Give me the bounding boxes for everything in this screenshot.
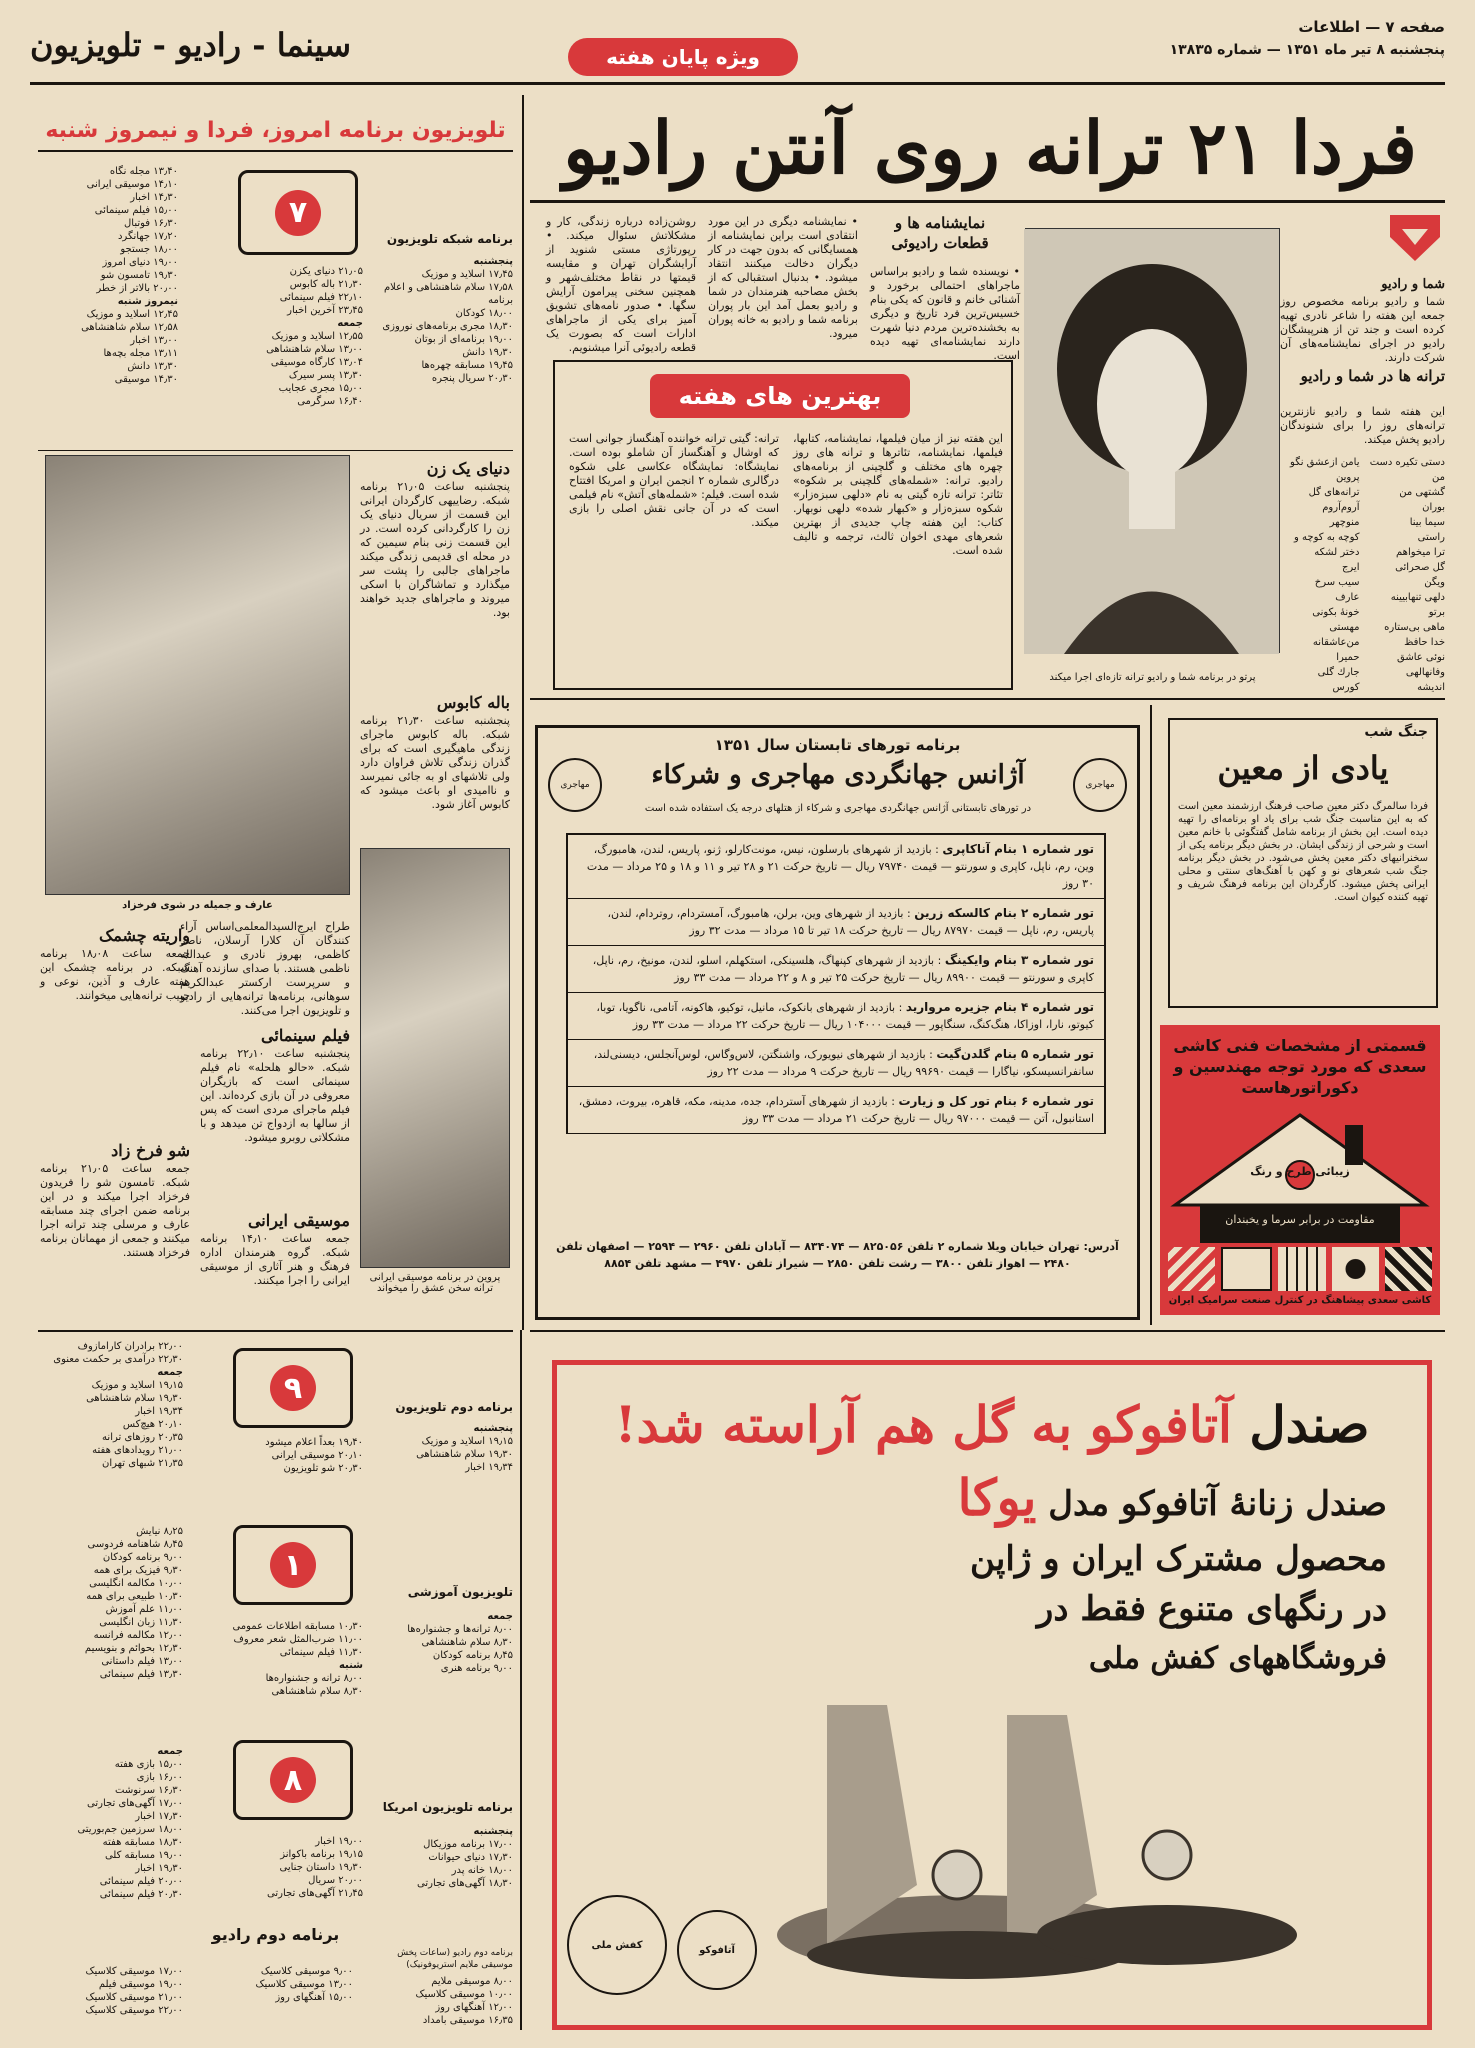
schedule-row: ۱۹٫۳۰ اخبار bbox=[135, 1863, 183, 1874]
best-col1: این هفته نیز از میان فیلمها، نمایشنامه، کتابها، فیلمها، نمایشنامه، تئاترها و ترانه های روز چهره های مختلف و گلچینی از برنامه‌های رادیو. ترانه: «شمله‌های گلچینی بر شکوه» تئاتر: ترانه تازه گیتی به نام «دلهی سبزه‌زار» شکوه سبزه‌زار و «کبهار شده» دلهی نوبهار. کتاب: این هفته چاپ جدیدی از بهترین شعرهای مهدی اخوان ثالث، ترجمه و تالیف شده است. bbox=[793, 432, 1003, 557]
article-body: جمعه ساعت ۱۸٫۰۸ برنامه شبکه. در برنامه چشمک این هفته عارف و آذین، نوعی و حبیب ترانه‌هایی میخوانند. bbox=[40, 947, 190, 1002]
sandal-line4: در رنگهای متنوع فقط در bbox=[1036, 1589, 1387, 1629]
schedule-row: ۱۹٫۳۰ دانش bbox=[462, 347, 513, 358]
schedule-row: ۱۷٫۰۰ موسیقی کلاسیک bbox=[85, 1966, 183, 1977]
schedule-row: ۸٫۴۵ برنامه کودکان bbox=[432, 1650, 513, 1661]
schedule-row: ۱۳٫۴۰ مجله نگاه bbox=[109, 166, 178, 177]
schedule-row: ۱۹٫۳۰ تامسون شو bbox=[100, 270, 178, 281]
channel-left-list bbox=[38, 1745, 183, 1901]
tile-ad-footer: کاشی سعدی پیشاهنگ در کنترل صنعت سرامیک ایران bbox=[1168, 1295, 1432, 1306]
list-item: ایرج bbox=[1341, 562, 1360, 573]
schedule-row: ۲۰٫۰۰ بالاتر از خطر bbox=[96, 283, 178, 294]
tv-concert-text: طراح ایرج‌السیدالمعلمی‌اساس آراء کنندگان آن کلارا آرسلان، ناصر کاظمی، بهروز نادری و عبدالله ناظمی هستند. با صدای سازنده آهنگ و سرپرست ارکستر عبدالکریم سوهانی، برنامه‌ها ترانه‌هایی از رادیو و تلویزیون اجرا می‌کنند. bbox=[180, 920, 350, 1017]
channel-number: ۸ bbox=[270, 1757, 316, 1803]
radio2-heading: برنامه دوم رادیو bbox=[211, 1925, 340, 1944]
list-item: ویگن bbox=[1424, 577, 1445, 588]
schedule-row: ۱۸٫۰۰ سرزمین جم‌بوریتی bbox=[77, 1824, 183, 1835]
radio-intro-heading: شما و رادیو bbox=[1381, 277, 1445, 292]
list-item: سیب سرخ bbox=[1314, 577, 1360, 588]
tour-title: تور شماره ۵ بنام گلدن‌گیت bbox=[936, 1047, 1094, 1061]
day-label: جمعه bbox=[157, 1746, 183, 1757]
schedule-row: ۱۹٫۳۴ اخبار bbox=[135, 1406, 183, 1417]
article-body: جمعه ساعت ۱۴٫۱۰ برنامه شبکه. گروه هنرمندان اداره فرهنگ و هنر آثاری از موسیقی ایرانی را اجرا میکنند. bbox=[200, 1232, 350, 1287]
list-item: منوچهر bbox=[1329, 517, 1360, 528]
sandal-line5: فروشگاههای کفش ملی bbox=[1088, 1641, 1387, 1676]
day-label: شنبه bbox=[338, 1660, 363, 1671]
tours-list bbox=[566, 833, 1106, 1134]
tour-title: تور شماره ۳ بنام وایکینگ bbox=[944, 953, 1094, 967]
channel-name: برنامه تلویزیون امریکا bbox=[382, 1800, 513, 1814]
songs-heading: ترانه ها در شما و رادیو bbox=[1300, 367, 1445, 385]
best-of-week-box bbox=[553, 360, 1013, 690]
elephant-logo: کفش ملی bbox=[567, 1895, 667, 1995]
drama-col1: • نویسنده شما و رادیو براساس ماجراهای احتمالی برخورد و آشنائی خانم و قانون که یکی بنام خسیس‌ترین فرد تاریخ و دیگری به بخشنده‌ترین مردم دنیا شهرت دارند نمایشنامه‌ای تهیه دیده است. bbox=[870, 265, 1020, 362]
schedule-row: ۱۲٫۰۰ آهنگهای روز bbox=[435, 2002, 513, 2013]
schedule-row: ۱۷٫۰۰ برنامه موزیکال bbox=[423, 1839, 513, 1850]
list-item: یامن ازعشق نگو bbox=[1290, 457, 1360, 468]
schedule-row: ۱۹٫۰۰ موسیقی فیلم bbox=[98, 1979, 183, 1990]
channel-mid-list bbox=[218, 1620, 363, 1698]
schedule-row: ۱۳٫۳۰ فیلم سینمائی bbox=[99, 1669, 183, 1680]
tv-article-4 bbox=[40, 925, 190, 1135]
list-item: سیما بینا bbox=[1409, 517, 1445, 528]
radio2 bbox=[38, 1925, 513, 2035]
tile-sample bbox=[1168, 1247, 1215, 1291]
channel-mid-list bbox=[218, 1835, 363, 1900]
channel-name: برنامه شبکه تلویزیون bbox=[386, 232, 513, 246]
list-item: ترا میخواهم bbox=[1396, 547, 1445, 558]
schedule-row: ۲۰٫۳۰ سریال پنجره bbox=[431, 373, 513, 384]
article-body: پنجشنبه ساعت ۲۱٫۰۵ برنامه شبکه. رضاییهی کارگردان ایرانی این قسمت از سریال دنیای یک زن را کارگردانی کرده است. در این قسمت زنی بنام سیمین که در محله ای قدیمی زندگی میکند ماجراهای جالبی را پشت سر میگذارد و تماشاگران با اسکی میروند و ماجراهای جدید خواهند بود. bbox=[360, 480, 510, 619]
channel-right-list bbox=[373, 1610, 513, 1675]
radio-intro bbox=[1280, 205, 1445, 705]
best-of-week-badge: بهترین های هفته bbox=[650, 374, 910, 418]
songs-intro: این هفته شما و رادیو نازنترین ترانه‌های روز را برای شنوندگان رادیو پخش میکند. bbox=[1280, 405, 1445, 446]
tv-article-3 bbox=[200, 1025, 350, 1205]
schedule-row: ۱۷٫۳۰ دنیای حیوانات bbox=[428, 1852, 513, 1863]
concert-caption: عارف و جمیله در شوی فرخزاد bbox=[122, 900, 273, 911]
schedule-row: ۲۱٫۰۵ دنیای یکزن bbox=[289, 266, 363, 277]
schedule-row: ۱۹٫۳۰ داستان جنایی bbox=[279, 1862, 363, 1873]
singer-photo-2 bbox=[360, 848, 510, 1268]
schedule-row: ۱۵٫۰۰ فیلم سینمائی bbox=[94, 205, 178, 216]
tv-article-6 bbox=[200, 1210, 350, 1325]
tour-title: تور شماره ۴ بنام جزیره مروارید bbox=[905, 1000, 1094, 1014]
schedule-row: ۱۶٫۴۰ سرگرمی bbox=[297, 396, 363, 407]
schedule-row: ۱۹٫۱۵ برنامه باکوانز bbox=[280, 1849, 363, 1860]
schedule-row: ۱۲٫۴۵ اسلاید و موزیک bbox=[86, 309, 178, 320]
tour-text: بازدید از شهرهای بانکوک، مانیل، توکیو، هاکونه، آتامی، ناگویا، توبا، کیوتو، نارا، اوزاکا، هنگ‌کنگ، سنگاپور — قیمت ۱۰۴۰۰۰ ریال — تاریخ حرکت ۲۲ مرداد — مدت ۳۳ روز bbox=[596, 1001, 1094, 1031]
weekend-badge: ویژه پایان هفته bbox=[568, 38, 798, 76]
tile-sample bbox=[1221, 1247, 1272, 1291]
tile-sample bbox=[1278, 1247, 1325, 1291]
agency-logo-left: مهاجری bbox=[548, 758, 602, 812]
schedule-row: ۱۹٫۳۴ اخبار bbox=[465, 1462, 513, 1473]
tour-title: تور شماره ۱ بنام آناکاپری bbox=[942, 842, 1094, 856]
list-item: نوئی عاشق وفانهالهی bbox=[1397, 652, 1445, 678]
channel-right-list bbox=[373, 1422, 513, 1474]
schedule-row: ۱۴٫۱۰ موسیقی ایرانی bbox=[86, 179, 178, 190]
list-item: گل صحرائی bbox=[1395, 562, 1445, 573]
schedule-row: ۹٫۰۰ موسیقی کلاسیک bbox=[260, 1966, 353, 1977]
list-item: جارك گلی bbox=[1317, 667, 1360, 678]
drama-section bbox=[540, 205, 1020, 362]
schedule-row: ۲۲٫۰۰ موسیقی کلاسیک bbox=[85, 2005, 183, 2016]
schedule-row: ۲۰٫۰۰ سریال bbox=[308, 1875, 363, 1886]
drama-col3: روشن‌زاده درباره زندگی، کار و مشکلاتش سئوال میکند. • رپورتاژی مستی شنوید از آرایشگران تهران و مقایسه قیمتها در نقاط مختلف‌شهر و همچنین سخنی پیرامون آرایش سگها. • صدور نامه‌های تشویق آمیز برای یکی از ماجراهای ادارات است که بصورت یک قطعه رادیوئی آنرا میشنویم. bbox=[546, 215, 696, 354]
tv-right-list bbox=[373, 255, 513, 385]
schedule-row: ۲۱٫۳۰ باله کابوس bbox=[289, 279, 363, 290]
sandal-line2-text: صندل زنانهٔ آتافوکو مدل bbox=[1048, 1484, 1387, 1524]
page-info: صفحه ۷ — اطلاعات bbox=[1298, 18, 1445, 36]
schedule-row: ۲۲٫۳۰ درآمدی بر حکمت معنوی bbox=[53, 1354, 183, 1365]
radio-intro-body: شما و رادیو برنامه مخصوص روز جمعه این هفته را شاعر نادری تهیه کرده است و جند تن از هنرپیشگان رادیو در اجرای نمایشنامه‌های آن شرکت دارند. bbox=[1280, 295, 1445, 364]
tour-item: تور شماره ۱ بنام آناکاپری : بازدید از شهرهای بارسلون، نیس، مونت‌کارلو، ژنو، پاریس، لندن، هامبورگ، وین، رم، ناپل، کاپری و سورنتو — قیمت ۷۹۷۴۰ ریال — تاریخ حرکت ۲۱ و ۲۸ تیر و ۱۱ و ۱۸ و ۲۵ مرداد — مدت ۳۰ روز bbox=[568, 835, 1104, 899]
tv-today-heading: تلویزیون برنامه امروز، فردا و نیمروز شنبه bbox=[45, 118, 506, 143]
day-label: پنجشنبه bbox=[473, 1826, 513, 1837]
schedule-row: ۱۵٫۰۰ بازی هفته bbox=[114, 1759, 183, 1770]
schedule-row: ۱۳٫۰۰ موسیقی کلاسیک bbox=[255, 1979, 353, 1990]
schedule-row: ۱۲٫۳۰ بحوائم و بنویسیم bbox=[84, 1643, 183, 1654]
list-item: عارف bbox=[1335, 592, 1360, 603]
schedule-row: ۱۰٫۳۰ مسابقه اطلاعات عمومی bbox=[232, 1621, 363, 1632]
tile-sample bbox=[1385, 1247, 1432, 1291]
schedule-row: ۱۹٫۰۰ مسابقه کلی bbox=[104, 1850, 183, 1861]
tour-item: تور شماره ۵ بنام گلدن‌گیت : بازدید از شهرهای نیویورک، واشنگتن، لاس‌وگاس، لوس‌آنجلس، دیسنی‌لند، سانفرانسیسکو، نیاگارا — قیمت ۹۹۶۹۰ ریال — تاریخ حرکت ۹ مرداد — مدت ۲۲ روز bbox=[568, 1040, 1104, 1087]
schedule-row: ۲۰٫۳۵ روزهای ترانه bbox=[102, 1432, 183, 1443]
agency-name: آژانس جهانگردی مهاجری و شرکاء bbox=[651, 760, 1025, 790]
list-item: برتو bbox=[1428, 607, 1445, 618]
schedule-row: ۱۱٫۳۰ فیلم سینمائی bbox=[279, 1647, 363, 1658]
schedule-row: ۲۲٫۱۰ فیلم سینمائی bbox=[279, 292, 363, 303]
schedule-row: ۲۲٫۰۰ برادران کارامازوف bbox=[77, 1341, 183, 1352]
model-name: یوکا bbox=[957, 1468, 1037, 1527]
article-title: شو فرخ زاد bbox=[111, 1141, 190, 1160]
schedule-row: ۲۳٫۴۵ آخرین اخبار bbox=[287, 305, 363, 316]
tour-item: تور شماره ۳ بنام وایکینگ : بازدید از شهرهای کپنهاگ، هلسینکی، استکهلم، اسلو، لندن، مونیخ، رم، ناپل، کاپری و سورنتو — قیمت ۸۹۹۰۰ ریال — تاریخ حرکت ۲۵ تیر و ۸ و ۲۲ مرداد — مدت ۳۳ روز bbox=[568, 946, 1104, 993]
sandal-word: صندل bbox=[1249, 1395, 1370, 1454]
schedule-row: ۸٫۰۰ ترانه و جشنواره‌ها bbox=[265, 1673, 363, 1684]
agency-logo-right: مهاجری bbox=[1073, 758, 1127, 812]
portrait-illustration bbox=[1024, 229, 1279, 654]
tour-title: تور شماره ۶ بنام تور کل و زیارت bbox=[898, 1094, 1094, 1108]
day-label: جمعه bbox=[487, 1611, 513, 1622]
schedule-row: ۱۳٫۰۰ سلام شاهنشاهی bbox=[266, 344, 363, 355]
list-item: خونهٔ بکونی bbox=[1312, 607, 1360, 618]
schedule-row: ۱۹٫۳۰ سلام شاهنشاهی bbox=[86, 1393, 183, 1404]
list-item: بوران bbox=[1422, 502, 1445, 513]
schedule-row: ۸٫۲۵ نیایش bbox=[136, 1526, 183, 1537]
article-title: باله کابوس bbox=[436, 693, 510, 712]
schedule-row: ۱۸٫۰۰ کودکان bbox=[455, 308, 513, 319]
list-item: ترانه‌های گل آروم‌آروم bbox=[1308, 487, 1360, 513]
channel-number: ۷ bbox=[275, 190, 321, 236]
schedule-row: ۱۷٫۲۰ جهانگرد bbox=[117, 231, 178, 242]
schedule-row: ۹٫۳۰ فیزیک برای همه bbox=[93, 1565, 183, 1576]
list-item: دستی تکیره دست من bbox=[1369, 457, 1445, 483]
schedule-row: ۱۱٫۰۰ ضرب‌المثل شعر معروف bbox=[233, 1634, 363, 1645]
atafuko-logo: آتافوکو bbox=[677, 1910, 757, 1990]
schedule-row: ۱۳٫۰۴ کارگاه موسیقی bbox=[270, 357, 363, 368]
article-title: دنیای یک زن bbox=[426, 459, 510, 478]
channel-right-list bbox=[363, 1975, 513, 2027]
schedule-row: ۱۱٫۳۰ زبان انگلیسی bbox=[99, 1617, 183, 1628]
tours-address: آدرس: تهران خیابان ویلا شماره ۲ تلفن ۸۲۵۰۵۶ — ۸۳۴۰۷۴ — آبادان تلفن ۲۹۶۰ — ۲۵۹۴ — اصفهان تلفن ۲۴۸۰ — اهواز تلفن ۳۸۰۰ — رشت تلفن ۲۸۵۰ — شیراز تلفن ۴۹۷۰ — مشهد تلفن ۸۸۵۴ bbox=[556, 1240, 1119, 1270]
radio2-note: برنامه دوم رادیو (ساعات پخش موسیقی ملایم استریوفونیک) bbox=[397, 1948, 513, 1970]
channel-number: ۱ bbox=[270, 1542, 316, 1588]
section-title: سینما - رادیو - تلویزیون bbox=[30, 26, 352, 64]
schedule-row: ۱۹٫۴۰ بعداً اعلام میشود bbox=[265, 1437, 363, 1448]
list-item: مهستی bbox=[1329, 622, 1360, 633]
schedule-row: ۱۳٫۰۰ فیلم داستانی bbox=[101, 1656, 183, 1667]
schedule-row: ۹٫۰۰ برنامه هنری bbox=[440, 1663, 513, 1674]
list-item: ماهی بی‌ستاره bbox=[1384, 622, 1445, 633]
list-item: دلهی تنهابیینه bbox=[1390, 592, 1445, 603]
concert-photo bbox=[45, 455, 350, 895]
article-title: واریته چشمک bbox=[98, 926, 190, 945]
schedule-row: ۸٫۳۰ سلام شاهنشاهی bbox=[271, 1686, 363, 1697]
schedule-row: ۱۱٫۰۰ علم آموزش bbox=[105, 1604, 183, 1615]
tv-mid-list bbox=[218, 265, 363, 408]
jong-title: یادی از معین bbox=[1217, 749, 1389, 787]
tile-samples bbox=[1168, 1247, 1432, 1291]
list-item: کورس bbox=[1332, 682, 1360, 693]
article-body: پنجشنبه ساعت ۲۱٫۳۰ برنامه شبکه. باله کابوس ماجرای زندگی ماهیگیری است که برای گذران زندگی تلاش فراوان دارد ولی تلاشهای او به جائی نمیرسد و ناامیدی او باعث میشود که کابوس آغاز شود. bbox=[360, 714, 510, 811]
house-text: زیبائی طرح و رنگ bbox=[1250, 1165, 1350, 1178]
sandal-headline bbox=[567, 1393, 1417, 1457]
songs-list bbox=[1280, 455, 1445, 705]
drama-heading: نمایشنامه ها و قطعات رادیوئی bbox=[891, 214, 989, 252]
jong-box bbox=[1168, 718, 1438, 1008]
article-body: پنجشنبه ساعت ۲۲٫۱۰ برنامه شبکه. «حالو هلحله» نام فیلم سینمائی است که بازیگران معروفی در آن بازی کرده‌اند. این فیلم ماجرای مردی است که پس از سالها به ازدواج تن میدهد و با مشکلاتی روبرو میشود. bbox=[200, 1047, 350, 1144]
feet-illustration bbox=[767, 1685, 1307, 2015]
day-label: جمعه bbox=[337, 318, 363, 329]
schedule-row: ۱۳٫۱۱ مجله بچه‌ها bbox=[103, 348, 178, 359]
schedule-row: ۱۸٫۰۰ خانه پدر bbox=[451, 1865, 513, 1876]
channel-name: تلویزیون آموزشی bbox=[407, 1585, 513, 1599]
tv-article-5 bbox=[40, 1140, 190, 1325]
masthead bbox=[30, 18, 1445, 88]
schedule-row: ۱۳٫۳۰ پسر سیرک bbox=[288, 370, 363, 381]
schedule-row: ۱۹٫۳۰ سلام شاهنشاهی bbox=[416, 1449, 513, 1460]
schedule-row: ۱۷٫۵۸ سلام شاهنشاهی و اعلام برنامه bbox=[383, 282, 513, 306]
photo-caption: پرتو در برنامه شما و رادیو ترانه تازه‌ای اجرا میکند bbox=[1049, 672, 1256, 683]
tour-title: تور شماره ۲ بنام کالسکه زرین bbox=[914, 906, 1094, 920]
tile-ad-heading: قسمتی از مشخصات فنی کاشی سعدی که مورد توجه مهندسین و دکوراتورهاست bbox=[1173, 1036, 1427, 1097]
schedule-row: ۱۴٫۳۰ اخبار bbox=[130, 192, 178, 203]
schedule-row: ۲۰٫۱۰ موسیقی ایرانی bbox=[271, 1450, 363, 1461]
schedule-row: ۱۹٫۰۰ اخبار bbox=[315, 1836, 363, 1847]
channel-box bbox=[238, 170, 358, 255]
channel-box bbox=[233, 1525, 353, 1605]
schedule-row: ۱۷٫۳۰ اخبار bbox=[135, 1811, 183, 1822]
schedule-row: ۱۸٫۳۰ آگهی‌های تجارتی bbox=[417, 1878, 513, 1889]
article-title: موسیقی ایرانی bbox=[247, 1211, 350, 1230]
schedule-row: ۱۹٫۴۵ مسابقه چهره‌ها bbox=[421, 360, 513, 371]
schedule-row: ۱۴٫۳۰ موسیقی bbox=[114, 374, 178, 385]
tour-item: تور شماره ۶ بنام تور کل و زیارت : بازدید از شهرهای آستردام، جده، مدینه، مکه، قاهره، بیروت، دمشق، استانبول، آتن — قیمت ۹۷۰۰۰ ریال — تاریخ حرکت ۲۱ مرداد — مدت ۳۳ روز bbox=[568, 1087, 1104, 1134]
day-label: جمعه bbox=[157, 1367, 183, 1378]
list-item: کوچه به کوچه و دختر لشکه bbox=[1294, 532, 1360, 558]
sandal-ad bbox=[552, 1360, 1432, 2030]
list-item: من‌عاشقانه bbox=[1312, 637, 1360, 648]
schedule-row: ۲۰٫۱۰ هیچ‌کس bbox=[122, 1419, 183, 1430]
best-col2: ترانه: گیتی ترانه خواننده آهنگساز جوانی است که اوشال و آهنگساز آن شاملو بوده است. نمایشگاه: نمایشگاه عکاسی علی شکوه درگالری شماره ۲ انجمن ایران و امریکا افتتاح شده است. فیلم: «شمله‌های آتش» نام فیلمی است که در آن جانی نقش اصلی را بازی میکند. bbox=[569, 432, 779, 529]
schedule-row: ۱۸٫۳۰ مجری برنامه‌های نوروزی bbox=[382, 321, 513, 332]
schedule-row: ۱۶٫۳۰ فوتبال bbox=[124, 218, 178, 229]
channel-number: ۹ bbox=[270, 1365, 316, 1411]
day-label: نیمروز شنبه bbox=[117, 296, 178, 307]
tour-item: تور شماره ۴ بنام جزیره مروارید : بازدید از شهرهای بانکوک، مانیل، توکیو، هاکونه، آتامی، ناگویا، توبا، کیوتو، نارا، اوزاکا، هنگ‌کنگ، سنگاپور — قیمت ۱۰۴۰۰۰ ریال — تاریخ حرکت ۲۲ مرداد — مدت ۳۳ روز bbox=[568, 993, 1104, 1040]
channel-left-list bbox=[38, 1965, 183, 2017]
article-body: جمعه ساعت ۲۱٫۰۵ برنامه شبکه. تامسون شو را فریدون فرخزاد اجرا میکند و در این برنامه ضمن اجرای چند مسابقه عارف و مرسلی چند ترانه اجرا میکنند و جمعی از مهمانان برنامه فرخزاد هستند. bbox=[40, 1162, 190, 1259]
jong-kicker: جنگ شب bbox=[1364, 724, 1428, 740]
list-item: گشتهی من bbox=[1399, 487, 1445, 498]
schedule-row: ۱۰٫۳۰ طبیعی برای همه bbox=[86, 1591, 183, 1602]
day-label: پنجشنبه bbox=[473, 1423, 513, 1434]
schedule-row: ۲۰٫۳۰ شو تلویزیون bbox=[283, 1463, 363, 1474]
schedule-row: ۱۸٫۳۰ مسابقه هفته bbox=[102, 1837, 183, 1848]
schedule-row: ۱۲٫۵۵ اسلاید و موزیک bbox=[271, 331, 363, 342]
tour-text: بازدید از شهرهای وین، برلن، هامبورگ، آمستردام، روتردام، لندن، پاریس، رم، ناپل — قیمت ۸۷۹۷۰ ریال — تاریخ حرکت ۱۸ تیر تا ۱۵ مرداد — مدت ۳۲ روز bbox=[607, 907, 1094, 937]
channel-left-list bbox=[38, 1525, 183, 1681]
date-info: پنجشنبه ۸ تیر ماه ۱۳۵۱ — شماره ۱۳۸۳۵ bbox=[1169, 42, 1445, 58]
tours-ad bbox=[535, 725, 1140, 1320]
tour-text: بازدید از شهرهای نیویورک، واشنگتن، لاس‌وگاس، لوس‌آنجلس، دیسنی‌لند، سانفرانسیسکو، نیاگارا — قیمت ۹۹۶۹۰ ریال — تاریخ حرکت ۹ مرداد — مدت ۲۲ روز bbox=[593, 1048, 1094, 1078]
schedule-row: ۹٫۰۰ برنامه کودکان bbox=[102, 1552, 183, 1563]
schedule-row: ۲۱٫۰۰ رویدادهای هفته bbox=[92, 1445, 183, 1456]
schedule-row: ۱۹٫۰۰ برنامه‌ای از بوتان bbox=[414, 334, 513, 345]
schedule-row: ۸٫۰۰ موسیقی ملایم bbox=[431, 1976, 513, 1987]
drama-col2: • نمایشنامه دیگری در این مورد انتقادی است براین نمایشنامه از همسایگانی که بدون جهت در کار دیگران دخالت میکنند انتقاد میشود. • بدنبال استقبالی که از بخش مصاحبه هنرمندان در شما و رادیو بعمل آمد این بار پوران برنامه شما و رادیو به خانه پوران میرود. bbox=[708, 215, 858, 340]
list-item: پروین bbox=[1335, 472, 1360, 483]
schedule-row: ۱۹٫۱۵ اسلاید و موزیک bbox=[91, 1380, 183, 1391]
schedule-row: ۱۶٫۰۰ بازی bbox=[136, 1772, 183, 1783]
singer-photo bbox=[1025, 228, 1280, 653]
channel-box bbox=[233, 1348, 353, 1428]
schedule-row: ۸٫۴۵ شاهنامه فردوسی bbox=[87, 1539, 183, 1550]
tv-america bbox=[38, 1735, 513, 1925]
list-item: اندیشه bbox=[1417, 682, 1445, 693]
schedule-row: ۱۵٫۰۰ آهنگهای روز bbox=[275, 1992, 353, 2003]
jong-body: فردا سالمرگ دکتر معین صاحب فرهنگ ارزشمند معین است که به این مناسبت جنگ شب برای یاد او برنامه‌ای را تهیه دیده است. این بخش از برنامه شامل گفتگوئی با خانم معین است و شرحی از زندگی ایشان. در بخش دیگر برنامه یکی از سخنرانیهای دکتر معین پخش می‌شود. در بخش دیگر برنامه جنگ شب شعرهای نو و کهن با آهنگ‌های سنتی و محلی ایرانی پخش میشود. کارگردان این برنامه فرهنگ شریف و تهیه کننده کیوان است. bbox=[1178, 801, 1428, 903]
tv-article-2 bbox=[360, 692, 510, 842]
schedule-row: ۱۰٫۰۰ موسیقی کلاسیک bbox=[415, 1989, 513, 2000]
schedule-row: ۱۰٫۰۰ مکالمه انگلیسی bbox=[89, 1578, 183, 1589]
tile-ad bbox=[1160, 1025, 1440, 1315]
tour-text: بازدید از شهرهای بارسلون، نیس، مونت‌کارلو، ژنو، پاریس، لندن، هامبورگ، وین، رم، ناپل، کاپری و سورنتو — قیمت ۷۹۷۴۰ ریال — تاریخ حرکت ۲۱ و ۲۸ تیر و ۱۱ و ۱۸ و ۲۵ مرداد — مدت ۳۰ روز bbox=[586, 843, 1094, 890]
channel-name: برنامه دوم تلویزیون bbox=[395, 1400, 513, 1414]
tv-channel2 bbox=[38, 1340, 513, 1505]
schedule-row: ۱۷٫۰۰ آگهی‌های تجارتی bbox=[87, 1798, 183, 1809]
list-item: خدا حافظ bbox=[1404, 637, 1445, 648]
channel-right-list bbox=[373, 1825, 513, 1890]
schedule-row: ۲۱٫۳۵ شبهای تهران bbox=[101, 1458, 183, 1469]
brand-name: آتافوکو bbox=[1089, 1395, 1232, 1454]
red-arrow-icon bbox=[1390, 215, 1440, 265]
tile-sample bbox=[1332, 1247, 1379, 1291]
tours-intro: در تورهای تابستانی آژانس جهانگردی مهاجری و شرکاء از هتلهای درجه یک استفاده شده است bbox=[644, 803, 1032, 814]
channel-left-list bbox=[38, 1340, 183, 1470]
list-item: راستی bbox=[1417, 532, 1445, 543]
schedule-row: ۱۶٫۳۰ سرنوشت bbox=[115, 1785, 183, 1796]
schedule-row: ۱۲٫۵۸ سلام شاهنشاهی bbox=[81, 322, 178, 333]
sandal-tagline: به گل هم آراسته شد! bbox=[614, 1395, 1073, 1454]
tv-left-list bbox=[38, 165, 178, 386]
channel-mid-list bbox=[223, 1436, 363, 1475]
schedule-row: ۱۳٫۳۰ دانش bbox=[127, 361, 178, 372]
tv-article-1 bbox=[360, 458, 510, 688]
schedule-row: ۲۱٫۰۰ موسیقی کلاسیک bbox=[85, 1992, 183, 2003]
tour-text: بازدید از شهرهای آستردام، جده، مدینه، مکه، قاهره، بیروت، دمشق، استانبول، آتن — قیمت ۹۷۰۰۰ ریال — تاریخ حرکت ۲۱ مرداد — مدت ۳۳ روز bbox=[578, 1095, 1094, 1125]
schedule-row: ۱۶٫۳۵ موسیقی بامداد bbox=[422, 2015, 513, 2026]
tour-text: بازدید از شهرهای کپنهاگ، هلسینکی، استکهلم، اسلو، لندن، مونیخ، رم، ناپل، کاپری و سورنتو — قیمت ۸۹۹۰۰ ریال — تاریخ حرکت ۲۵ تیر و ۸ و ۲۲ مرداد — مدت ۳۳ روز bbox=[592, 954, 1094, 984]
article-title: فیلم سینمائی bbox=[261, 1026, 350, 1045]
sandal-line2 bbox=[957, 1468, 1387, 1527]
day-label: پنجشنبه bbox=[473, 256, 513, 267]
schedule-row: ۸٫۳۰ سلام شاهنشاهی bbox=[421, 1637, 513, 1648]
singer-caption-2: پروین در برنامه موسیقی ایرانی ترانه سخن عشق را میخواند bbox=[369, 1272, 501, 1294]
schedule-row: ۱۹٫۰۰ دنیای امروز bbox=[102, 257, 178, 268]
schedule-row: ۱۹٫۱۵ اسلاید و موزیک bbox=[421, 1436, 513, 1447]
schedule-row: ۲۰٫۰۰ فیلم سینمائی bbox=[99, 1876, 183, 1887]
tv-education bbox=[38, 1515, 513, 1730]
schedule-row: ۲۱٫۴۵ آگهی‌های تجارتی bbox=[267, 1888, 363, 1899]
channel-box bbox=[233, 1740, 353, 1820]
list-item: حمیرا bbox=[1336, 652, 1360, 663]
schedule-row: ۸٫۰۰ ترانه‌ها و جشنواره‌ها bbox=[407, 1624, 513, 1635]
sandal-line3: محصول مشترک ایران و ژاپن bbox=[970, 1539, 1387, 1579]
main-headline: فردا ۲۱ ترانه روی آنتن رادیو bbox=[563, 105, 1417, 190]
schedule-row: ۱۷٫۴۵ اسلاید و موزیک bbox=[421, 269, 513, 280]
house-text-2: مقاومت در برابر سرما و یخبندان bbox=[1225, 1213, 1375, 1226]
tv-today-schedule bbox=[38, 160, 513, 450]
schedule-row: ۱۲٫۰۰ مکالمه فرانسه bbox=[93, 1630, 183, 1641]
tour-item: تور شماره ۲ بنام کالسکه زرین : بازدید از شهرهای وین، برلن، هامبورگ، آمستردام، روتردام، لندن، پاریس، رم، ناپل — قیمت ۸۷۹۷۰ ریال — تاریخ حرکت ۱۸ تیر تا ۱۵ مرداد — مدت ۳۲ روز bbox=[568, 899, 1104, 946]
channel-mid-list bbox=[208, 1965, 353, 2004]
schedule-row: ۱۵٫۰۰ مجری عجایب bbox=[278, 383, 363, 394]
schedule-row: ۱۸٫۰۰ جستجو bbox=[120, 244, 178, 255]
tours-top-line: برنامه تورهای تابستان سال ۱۳۵۱ bbox=[714, 736, 961, 754]
schedule-row: ۱۳٫۰۰ اخبار bbox=[130, 335, 178, 346]
schedule-row: ۲۰٫۳۰ فیلم سینمائی bbox=[99, 1889, 183, 1900]
